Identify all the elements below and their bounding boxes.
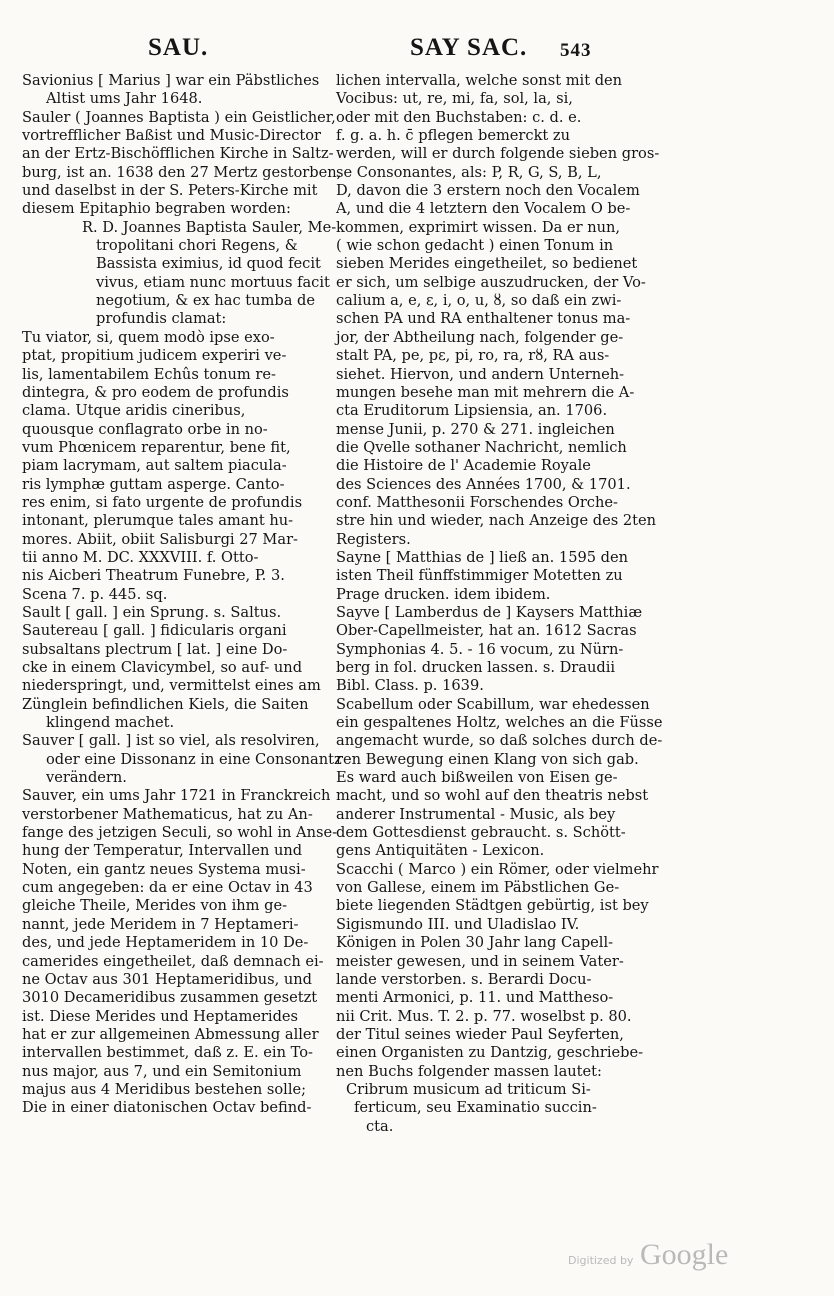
left-column-text-line: negotium, & ex hac tumba de [96,292,316,310]
left-column-text-line: Scena 7. p. 445. sq. [22,585,168,603]
left-column-text-line: nus major, aus 7, und ein Semitonium [22,1062,302,1080]
right-column-text-line: mense Junii, p. 270 & 271. ingleichen [336,420,615,438]
right-column-text-line: biete liegenden Städtgen gebürtig, ist bey [336,897,649,915]
left-column-text-line: burg, ist an. 1638 den 27 Mertz gestorben, [22,163,342,181]
left-column-text-line: Tu viator, si, quem modò ipse exo- [22,328,275,346]
right-column-text-line: angemacht wurde, so daß solches durch de- [336,732,663,750]
left-column-text-line: piam lacrymam, aut saltem piacula- [22,457,287,475]
right-column-text-line: menti Armonici, p. 11. und Mattheso- [336,989,614,1007]
right-column-text-line: gens Antiquitäten - Lexicon. [336,842,545,860]
right-column-text-line: D, davon die 3 erstern noch den Vocalem [336,182,640,200]
left-column-text-line: vum Phœnicem reparentur, bene fit, [22,438,291,456]
right-column-text-line: lande verstorben. s. Berardi Docu- [336,970,592,988]
right-column-text-line: dem Gottesdienst gebraucht. s. Schött- [336,824,626,842]
right-column-text-line: oder mit den Buchstaben: c. d. e. [336,108,582,126]
left-column-text-line: vortrefflicher Baßist und Music-Director [22,127,322,145]
left-column-text-line: ist. Diese Merides und Heptamerides [22,1007,299,1025]
left-column-text-line: mores. Abiit, obiit Salisburgi 27 Mar- [22,530,298,548]
left-column-text-line: Zünglein befindlichen Kiels, die Saiten [22,695,309,713]
right-column-text-line: Sayne [ Matthias de ] ließ an. 1595 den [336,548,629,566]
header-right-keyword: SAY SAC. [410,34,528,61]
right-column-text-line: calium a, e, ε, i, o, u, ȣ, so daß ein zwi- [336,292,622,310]
right-column-text-line: Scacchi ( Marco ) ein Römer, oder vielmehr [336,860,659,878]
right-column-text-line: einen Organisten zu Dantzig, geschriebe- [336,1044,644,1062]
running-header [0,30,834,70]
right-column-text-line: die Histoire de l' Academie Royale [336,457,591,475]
right-column-text-line: se Consonantes, als: P, R, G, S, B, L, [336,163,602,181]
right-column-text-line: macht, und so wohl auf den theatris nebst [336,787,649,805]
digitized-by-text: Digitized by [568,1254,634,1267]
left-column-text-line: quousque conflagrato orbe in no- [22,420,268,438]
left-column-text-line: und daselbst in der S. Peters-Kirche mit [22,182,318,200]
right-column-text-line: Scabellum oder Scabillum, war ehedessen [336,695,650,713]
left-column-text-line: Sautereau [ gall. ] fidicularis organi [22,622,287,640]
left-column-text-line: tii anno M. DC. XXXVIII. f. Otto- [22,548,259,566]
left-column-text-line: oder eine Dissonanz in eine Consonantz [46,750,342,768]
left-column-text-line: Altist ums Jahr 1648. [46,90,203,108]
left-column-text-line: camerides eingetheilet, daß demnach ei- [22,952,324,970]
right-column-text-line: siehet. Hiervon, und andern Unterneh- [336,365,625,383]
right-column-text-line: anderer Instrumental - Music, als bey [336,805,616,823]
right-column-text-line: Vocibus: ut, re, mi, fa, sol, la, si, [336,90,573,108]
right-column-text-line: sieben Merides eingetheilet, so bedienet [336,255,638,273]
left-column-text-line: cum angegeben: da er eine Octav in 43 [22,879,313,897]
left-column-text-line: hat er zur allgemeinen Abmessung aller [22,1025,319,1043]
right-column-text-line: Ober-Capellmeister, hat an. 1612 Sacras [336,622,637,640]
right-column-text-line: ein gespaltenes Holtz, welches an die Füsse [336,714,663,732]
right-column-text-line: er sich, um selbige auszudrucken, der Vo- [336,273,646,291]
right-column-text-line: Sayve [ Lamberdus de ] Kaysers Matthiæ [336,603,643,621]
right-column-text-line: nen Buchs folgender massen lautet: [336,1062,602,1080]
left-column-text-line: nannt, jede Meridem in 7 Heptameri- [22,915,299,933]
left-column-text-line: des, und jede Heptameridem in 10 De- [22,934,309,952]
right-column-text-line: werden, will er durch folgende sieben gros- [336,145,660,163]
right-column-text-line: Registers. [336,530,411,548]
right-column-text-line: die Qvelle sothaner Nachricht, nemlich [336,438,627,456]
right-column-text-line: Cribrum musicum ad triticum Si- [346,1080,591,1098]
right-column-text-line: jor, der Abtheilung nach, folgender ge- [336,328,624,346]
left-column-text-line: dintegra, & pro eodem de profundis [22,383,289,401]
left-column-text-line: verändern. [46,769,127,787]
right-column-text-line: ferticum, seu Examinatio succin- [354,1099,597,1117]
left-column-text-line: Die in einer diatonischen Octav befind- [22,1099,312,1117]
left-column-text-line: Bassista eximius, id quod fecit [96,255,321,273]
left-column-text-line: intervallen bestimmet, daß z. E. ein To- [22,1044,313,1062]
left-column-text-line: R. D. Joannes Baptista Sauler, Me- [82,218,337,236]
left-column-text-line: intonant, plerumque tales amant hu- [22,512,294,530]
right-column-text-line: A, und die 4 letztern den Vocalem O be- [336,200,631,218]
right-column-text-line: Königen in Polen 30 Jahr lang Capell- [336,934,614,952]
left-column-text-line: Sault [ gall. ] ein Sprung. s. Saltus. [22,603,282,621]
left-column-text-line: verstorbener Mathematicus, hat zu An- [22,805,313,823]
google-logo: Google [640,1238,729,1271]
right-column-text-line: cta. [366,1117,394,1135]
right-column-text-line: von Gallese, einem im Päbstlichen Ge- [336,879,620,897]
left-column-text-line: subsaltans plectrum [ lat. ] eine Do- [22,640,288,658]
right-column-text-line: schen PA und RA enthaltener tonus ma- [336,310,631,328]
left-column-text-line: klingend machet. [46,714,175,732]
right-column-text-line: isten Theil fünffstimmiger Motetten zu [336,567,623,585]
header-left-keyword: SAU. [148,34,209,61]
right-column-text-line: stalt PA, pe, pε, pi, ro, ra, rȣ, RA aus- [336,347,610,365]
left-text-column [22,72,342,1118]
right-column-text-line: des Sciences des Années 1700, & 1701. [336,475,631,493]
left-column-text-line: gleiche Theile, Merides von ihm ge- [22,897,288,915]
left-column-text-line: clama. Utque aridis cineribus, [22,402,246,420]
right-column-text-line: der Titul seines wieder Paul Seyferten, [336,1025,624,1043]
right-column-text-line: berg in fol. drucken lassen. s. Draudii [336,659,616,676]
left-column-text-line: majus aus 4 Meridibus bestehen solle; [22,1080,307,1098]
right-column-text-line: cta Eruditorum Lipsiensia, an. 1706. [336,402,608,420]
left-column-text-line: an der Ertz-Bischöfflichen Kirche in Saltz- [22,145,334,163]
right-column-text-line: meister gewesen, und in seinem Vater- [336,952,624,970]
left-column-text-line: hung der Temperatur, Intervallen und [22,842,303,860]
right-column-text-line: nii Crit. Mus. T. 2. p. 77. woselbst p. 80. [336,1007,632,1025]
left-column-text-line: profundis clamat: [96,310,227,328]
left-column-text-line: lis, lamentabilem Echûs tonum re- [22,365,276,383]
left-column-text-line: Sauver, ein ums Jahr 1721 in Franckreich [22,787,331,805]
left-column-text-line: nis Aicberi Theatrum Funebre, P. 3. [22,567,285,585]
right-column-text-line: conf. Matthesonii Forschendes Orche- [336,493,618,511]
left-column-text-line: 3010 Decameridibus zusammen gesetzt [22,989,318,1007]
right-column-text-line: ren Bewegung einen Klang von sich gab. [336,750,639,768]
right-column-text-line: Prage drucken. idem ibidem. [336,585,551,603]
left-column-text-line: ne Octav aus 301 Heptameridibus, und [22,970,313,988]
right-column-text-line: lichen intervalla, welche sonst mit den [336,72,623,89]
left-column-text-line: fange des jetzigen Seculi, so wohl in Anse- [22,824,338,842]
right-column-text-line: f. g. a. h. c̄ pflegen bemerckt zu [336,127,571,145]
left-column-text-line: ris lymphæ guttam asperge. Canto- [22,475,285,493]
right-column-text-line: Es ward auch bißweilen von Eisen ge- [336,769,618,787]
left-column-text-line: diesem Epitaphio begraben worden: [22,200,291,218]
left-column-text-line: res enim, si fato urgente de profundis [22,493,303,511]
right-column-text-line: Sigismundo III. und Uladislao IV. [336,915,580,933]
digitized-watermark [562,1236,762,1276]
right-column-text-line: stre hin und wieder, nach Anzeige des 2ten [336,512,657,530]
right-column-text-line: ( wie schon gedacht ) einen Tonum in [336,237,614,255]
right-column-text-line: kommen, exprimirt wissen. Da er nun, [336,218,621,236]
right-text-column [336,72,663,1136]
left-column-text-line: cke in einem Clavicymbel, so auf- und [22,659,303,676]
right-column-text-line: Symphonias 4. 5. - 16 vocum, zu Nürn- [336,640,624,658]
left-column-text-line: Sauver [ gall. ] ist so viel, als resolviren, [22,732,320,750]
page-number: 543 [560,40,592,61]
right-column-text-line: mungen besehe man mit mehrern die A- [336,383,635,401]
left-column-text-line: vivus, etiam nunc mortuus facit [96,273,330,291]
left-column-text-line: tropolitani chori Regens, & [96,237,298,255]
left-column-text-line: niederspringt, und, vermittelst eines am [22,677,321,695]
left-column-text-line: Sauler ( Joannes Baptista ) ein Geistlicher, [22,108,336,126]
left-column-text-line: ptat, propitium judicem experiri ve- [22,347,287,365]
left-column-text-line: Noten, ein gantz neues Systema musi- [22,860,306,878]
left-column-text-line: Savionius [ Marius ] war ein Päbstliches [22,72,320,89]
right-column-text-line: Bibl. Class. p. 1639. [336,677,484,695]
